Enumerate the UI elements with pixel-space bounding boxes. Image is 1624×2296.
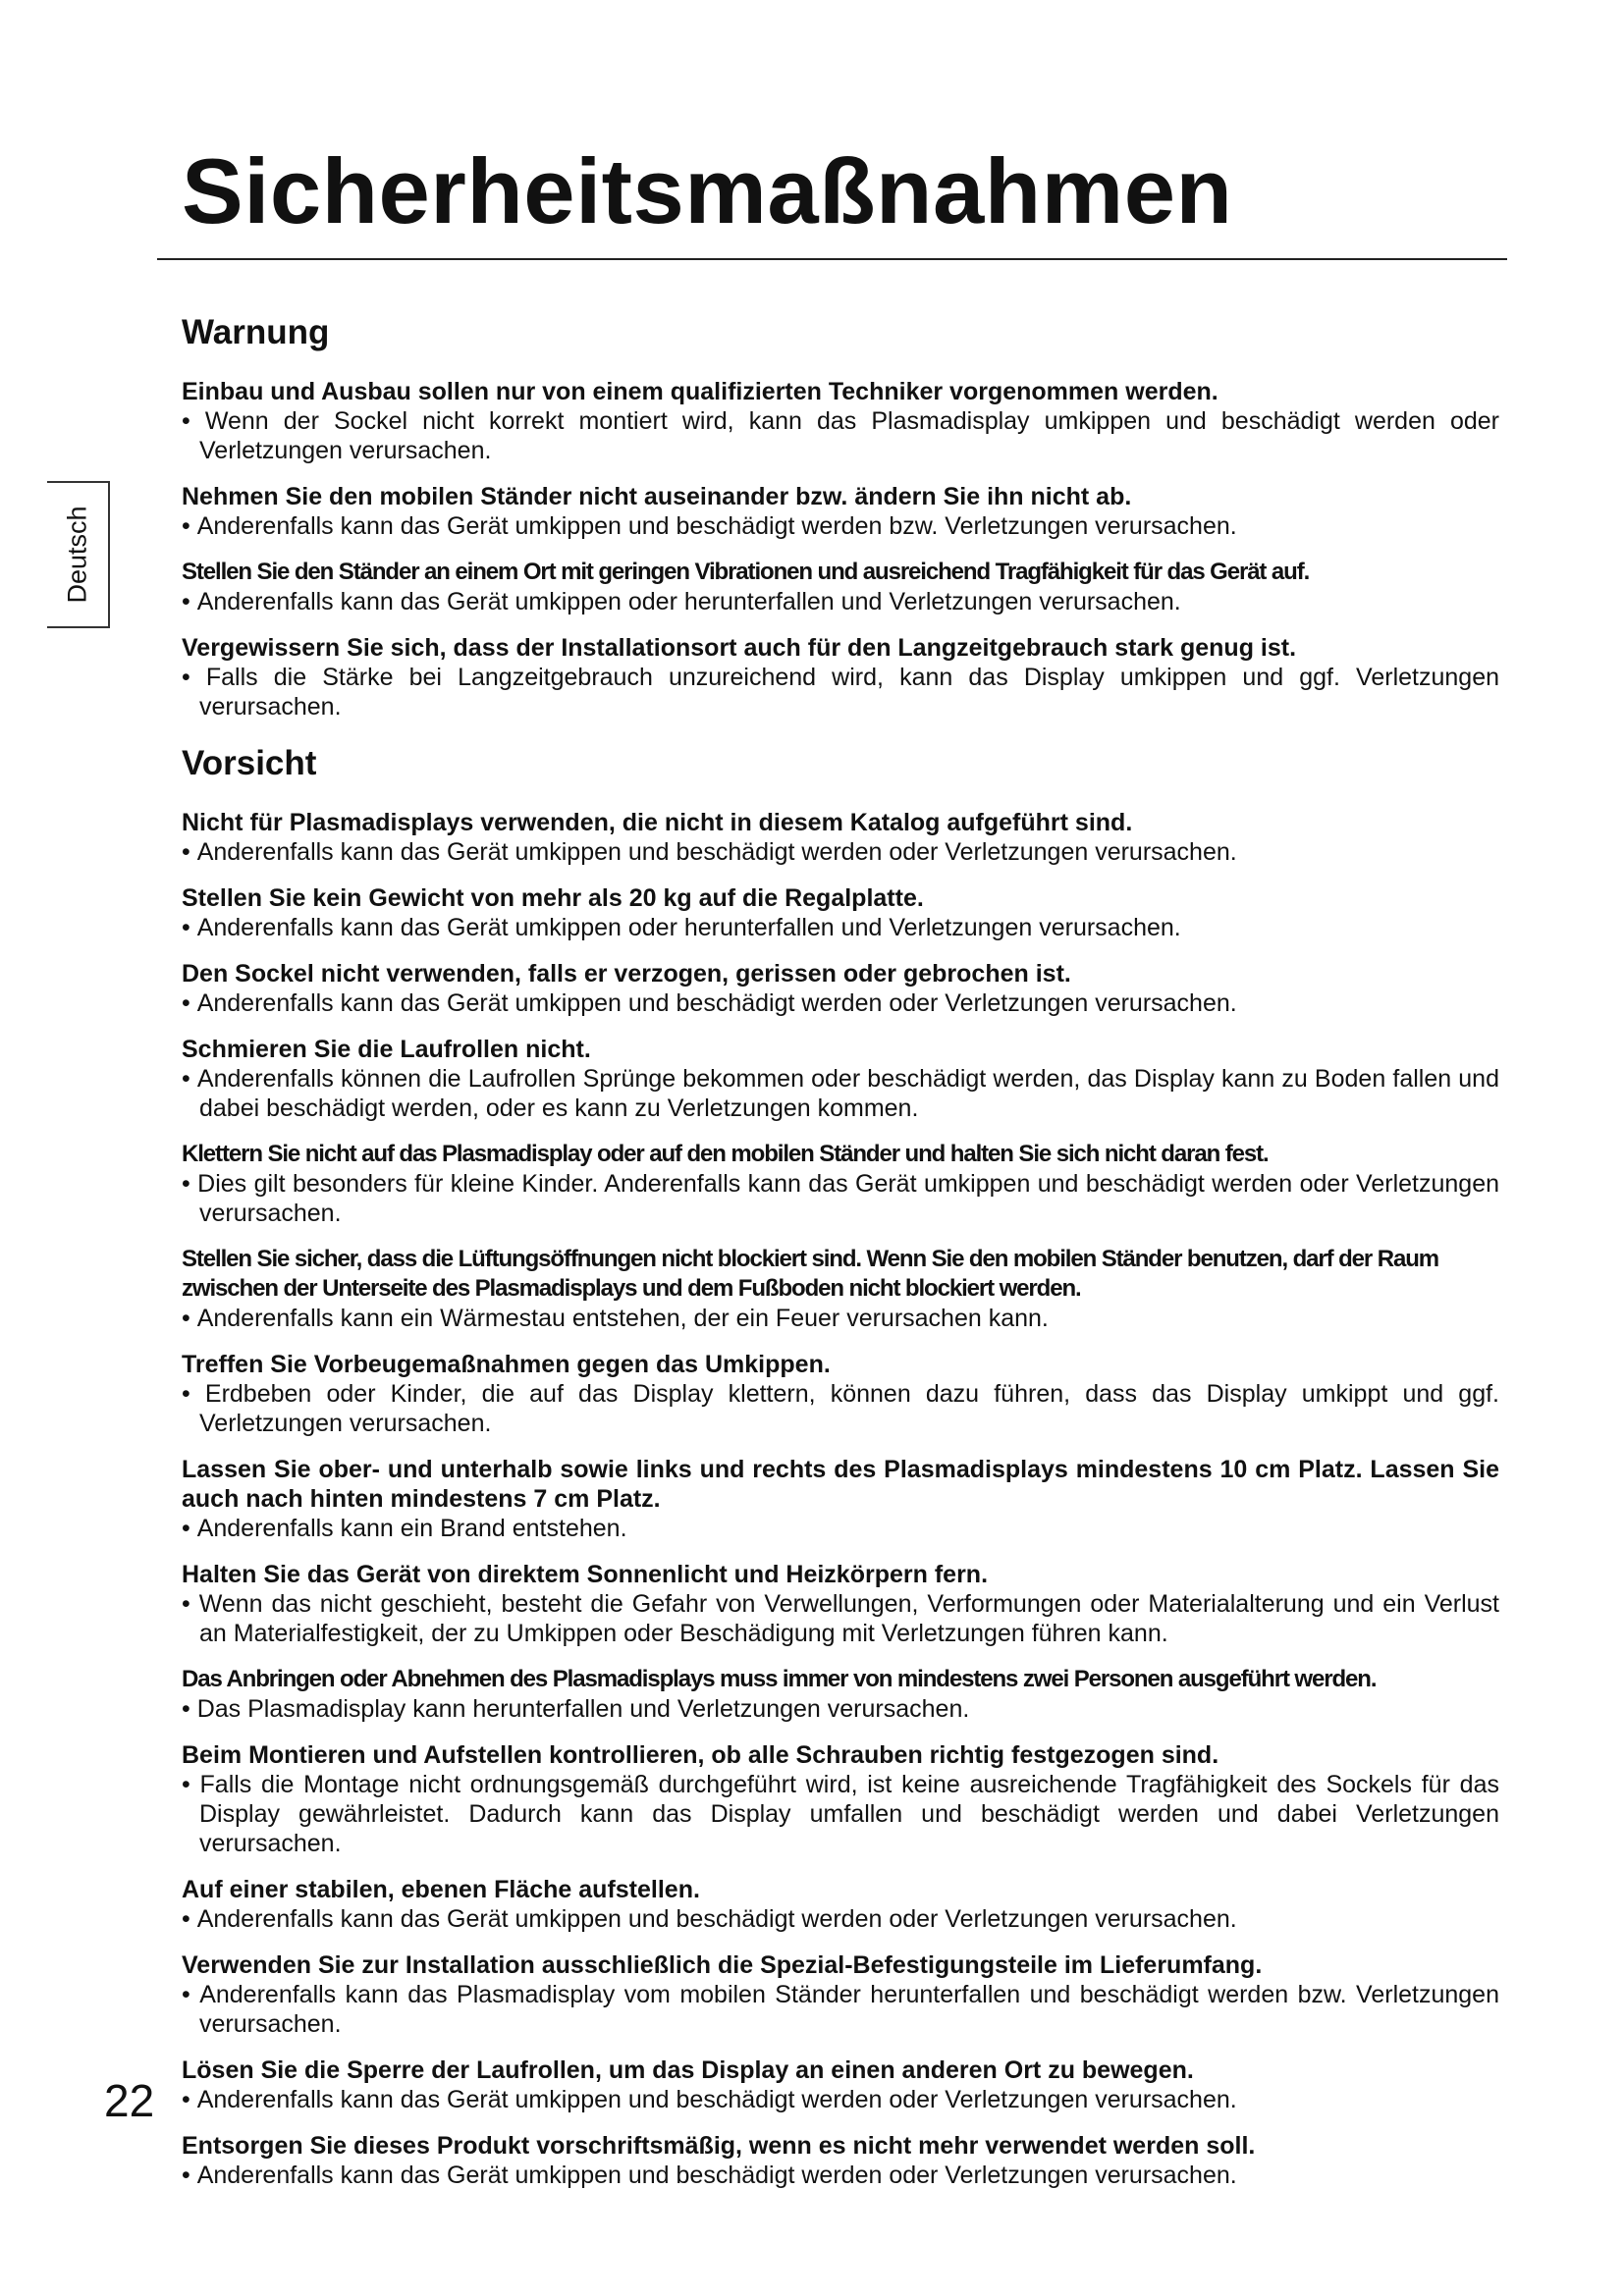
item-title: Lösen Sie die Sperre der Laufrollen, um das Display an einen anderen Ort zu bewegen.	[182, 2056, 1194, 2084]
section-heading-vorsicht: Vorsicht	[182, 744, 317, 782]
language-label: Deutsch	[62, 506, 92, 604]
safety-item	[182, 558, 1499, 616]
item-title: Klettern Sie nicht auf das Plasmadisplay oder auf den mobilen Ständer und halten Sie sich nicht daran fest.	[182, 1141, 1269, 1167]
safety-item	[182, 1740, 1499, 1858]
item-title: Auf einer stabilen, ebenen Fläche aufstellen.	[182, 1876, 700, 1903]
item-title: Lassen Sie ober- und unterhalb sowie links und rechts des Plasmadisplays mindestens 10 cm Platz. Lassen Sie auch nach hinten mindestens 7 cm Platz.	[182, 1456, 1499, 1513]
item-text: • Anderenfalls kann das Gerät umkippen und beschädigt werden oder Verletzungen verursachen.	[182, 988, 1499, 1018]
item-text: • Anderenfalls kann ein Wärmestau entstehen, der ein Feuer verursachen kann.	[182, 1304, 1499, 1333]
safety-item	[182, 883, 1499, 942]
item-text: • Anderenfalls kann das Gerät umkippen und beschädigt werden oder Verletzungen verursachen.	[182, 1904, 1499, 1934]
safety-content	[182, 312, 1499, 2207]
item-title: Das Anbringen oder Abnehmen des Plasmadisplays muss immer von mindestens zwei Personen ausgeführt werden.	[182, 1666, 1377, 1692]
item-title: Nicht für Plasmadisplays verwenden, die nicht in diesem Katalog aufgeführt sind.	[182, 809, 1133, 836]
item-text: • Anderenfalls kann das Gerät umkippen oder herunterfallen und Verletzungen verursachen.	[182, 587, 1499, 616]
safety-item	[182, 959, 1499, 1018]
safety-item	[182, 633, 1499, 721]
item-text: • Anderenfalls kann ein Brand entstehen.	[182, 1514, 1499, 1543]
item-title: Stellen Sie kein Gewicht von mehr als 20 kg auf die Regalplatte.	[182, 884, 924, 912]
item-title: Stellen Sie sicher, dass die Lüftungsöffnungen nicht blockiert sind. Wenn Sie den mobilen Ständer benutzen, darf der Raum zwischen der Unterseite des Plasmadisplays und dem Fußboden nicht blockiert werden.	[182, 1246, 1438, 1302]
item-text: • Anderenfalls kann das Gerät umkippen und beschädigt werden oder Verletzungen verursachen.	[182, 2085, 1499, 2114]
safety-item	[182, 377, 1499, 465]
item-text: • Wenn das nicht geschieht, besteht die Gefahr von Verwellungen, Verformungen oder Materialalterung und ein Verlust an Materialfestigkeit, der zu Umkippen oder Beschädigung mit Verletzungen führen kann.	[182, 1589, 1499, 1648]
safety-item	[182, 1560, 1499, 1648]
safety-item	[182, 482, 1499, 541]
item-text: • Anderenfalls kann das Gerät umkippen und beschädigt werden bzw. Verletzungen verursachen.	[182, 511, 1499, 541]
language-side-tab	[47, 481, 110, 628]
safety-item	[182, 1350, 1499, 1438]
item-title: Beim Montieren und Aufstellen kontrollieren, ob alle Schrauben richtig festgezogen sind.	[182, 1741, 1219, 1769]
item-title: Entsorgen Sie dieses Produkt vorschriftsmäßig, wenn es nicht mehr verwendet werden soll.	[182, 2132, 1256, 2160]
item-text: • Das Plasmadisplay kann herunterfallen und Verletzungen verursachen.	[182, 1694, 1499, 1724]
item-title: Vergewissern Sie sich, dass der Installationsort auch für den Langzeitgebrauch stark genug ist.	[182, 634, 1297, 662]
safety-item	[182, 1950, 1499, 2039]
title-divider	[157, 258, 1507, 260]
safety-item	[182, 2056, 1499, 2114]
item-title: Den Sockel nicht verwenden, falls er verzogen, gerissen oder gebrochen ist.	[182, 960, 1071, 988]
safety-item	[182, 1035, 1499, 1123]
item-text: • Wenn der Sockel nicht korrekt montiert wird, kann das Plasmadisplay umkippen und beschädigt werden oder Verletzungen verursachen.	[182, 406, 1499, 465]
item-text: • Anderenfalls kann das Gerät umkippen und beschädigt werden oder Verletzungen verursachen.	[182, 2161, 1499, 2190]
safety-item	[182, 1665, 1499, 1724]
item-title: Stellen Sie den Ständer an einem Ort mit geringen Vibrationen und ausreichend Tragfähigkeit für das Gerät auf.	[182, 559, 1310, 585]
section-heading-warnung: Warnung	[182, 313, 330, 351]
item-text: • Anderenfalls können die Laufrollen Sprünge bekommen oder beschädigt werden, das Display kann zu Boden fallen und dabei beschädigt werden, oder es kann zu Verletzungen kommen.	[182, 1064, 1499, 1123]
item-text: • Falls die Montage nicht ordnungsgemäß durchgeführt wird, ist keine ausreichende Tragfähigkeit des Sockels für das Display gewährleistet. Dadurch kann das Display umfallen und beschädigt werden und dabei Verletzungen verursachen.	[182, 1770, 1499, 1858]
item-title: Schmieren Sie die Laufrollen nicht.	[182, 1036, 591, 1063]
item-text: • Dies gilt besonders für kleine Kinder. Anderenfalls kann das Gerät umkippen und beschädigt werden oder Verletzungen verursachen.	[182, 1169, 1499, 1228]
item-title: Treffen Sie Vorbeugemaßnahmen gegen das Umkippen.	[182, 1351, 831, 1378]
safety-item	[182, 1245, 1499, 1333]
page-number: 22	[104, 2075, 155, 2126]
item-text: • Anderenfalls kann das Plasmadisplay vom mobilen Ständer herunterfallen und beschädigt werden bzw. Verletzungen verursachen.	[182, 1980, 1499, 2039]
safety-item	[182, 808, 1499, 867]
item-title: Halten Sie das Gerät von direktem Sonnenlicht und Heizkörpern fern.	[182, 1561, 989, 1588]
safety-item	[182, 2131, 1499, 2190]
item-title: Verwenden Sie zur Installation ausschließlich die Spezial-Befestigungsteile im Lieferumfang.	[182, 1951, 1263, 1979]
item-text: • Erdbeben oder Kinder, die auf das Display klettern, können dazu führen, dass das Display umkippt und ggf. Verletzungen verursachen.	[182, 1379, 1499, 1438]
item-title: Nehmen Sie den mobilen Ständer nicht auseinander bzw. ändern Sie ihn nicht ab.	[182, 483, 1132, 510]
safety-item	[182, 1140, 1499, 1228]
safety-item	[182, 1455, 1499, 1543]
page-title: Sicherheitsmaßnahmen	[182, 139, 1233, 242]
item-text: • Falls die Stärke bei Langzeitgebrauch unzureichend wird, kann das Display umkippen und ggf. Verletzungen verursachen.	[182, 663, 1499, 721]
safety-item	[182, 1875, 1499, 1934]
item-text: • Anderenfalls kann das Gerät umkippen oder herunterfallen und Verletzungen verursachen.	[182, 913, 1499, 942]
item-text: • Anderenfalls kann das Gerät umkippen und beschädigt werden oder Verletzungen verursachen.	[182, 837, 1499, 867]
item-title: Einbau und Ausbau sollen nur von einem qualifizierten Techniker vorgenommen werden.	[182, 378, 1218, 405]
